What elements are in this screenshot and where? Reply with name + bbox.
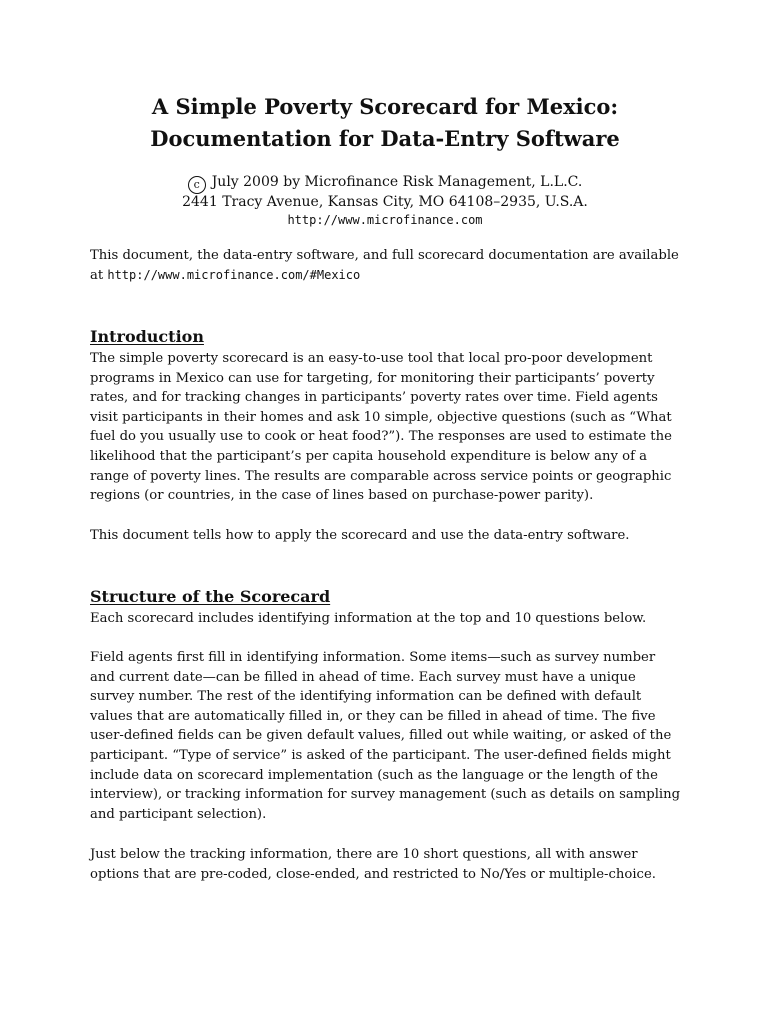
document-title-line-2: Documentation for Data-Entry Software	[150, 126, 620, 151]
structure-para1-line: Each scorecard includes identifying information at the top and 10 questions below.	[90, 611, 647, 626]
availability-prefix: at	[90, 267, 108, 283]
intro-line: range of poverty lines. The results are comparable across service points or geographic	[90, 468, 672, 484]
structure-line: user-defined fields can be given default values, filled out while waiting, or asked of the	[90, 728, 672, 744]
intro-line: fuel do you usually use to cook or heat food?”). The responses are used to estimate the	[90, 429, 672, 445]
document-title-line-1: A Simple Poverty Scorecard for Mexico:	[151, 94, 619, 119]
availability-line-2	[90, 266, 690, 286]
introduction-paragraph-2	[90, 526, 690, 546]
address-line: 2441 Tracy Avenue, Kansas City, MO 64108–2935, U.S.A.	[182, 194, 588, 210]
structure-line: include data on scorecard implementation (such as the language or the length of the	[90, 767, 658, 783]
availability-url-link[interactable]: http://www.microfinance.com/#Mexico	[107, 267, 361, 282]
intro-line: programs in Mexico can use for targeting, for monitoring their participants’ poverty	[90, 370, 655, 386]
copyright-icon: c	[188, 176, 206, 194]
structure-paragraph-2	[90, 648, 690, 824]
introduction-paragraph-1	[90, 349, 690, 506]
structure-paragraph-1	[90, 609, 690, 629]
structure-heading: Structure of the Scorecard	[90, 587, 331, 606]
structure-para3-line: options that are pre-coded, close-ended, and restricted to No/Yes or multiple-choice.	[90, 866, 656, 882]
website-link[interactable]: http://www.microfinance.com	[287, 213, 483, 227]
structure-line: and current date—can be filled in ahead of time. Each survey must have a unique	[90, 669, 636, 685]
intro-line: rates, and for tracking changes in participants’ poverty rates over time. Field agents	[90, 390, 658, 406]
copyright-line	[0, 172, 770, 194]
structure-paragraph-3	[90, 845, 690, 884]
structure-para3-line: Just below the tracking information, there are 10 short questions, all with answer	[90, 847, 638, 862]
intro-line: visit participants in their homes and ask 10 simple, objective questions (such as “What	[90, 409, 672, 425]
availability-line-1: This document, the data-entry software, and full scorecard documentation are available	[90, 248, 679, 263]
intro-line: likelihood that the participant’s per capita household expenditure is below any of a	[90, 448, 648, 464]
intro-para2-line: This document tells how to apply the scorecard and use the data-entry software.	[90, 528, 630, 543]
structure-line: participant. “Type of service” is asked of the participant. The user-defined fields might	[90, 747, 671, 763]
structure-line: values that are automatically filled in, or they can be filled in ahead of time. The five	[90, 708, 656, 724]
availability-paragraph	[90, 246, 690, 285]
structure-line: interview), or tracking information for survey management (such as details on sampling	[90, 787, 681, 803]
copyright-text: July 2009 by Microfinance Risk Management, L.L.C.	[211, 174, 583, 190]
structure-line: survey number. The rest of the identifying information can be defined with default	[90, 689, 642, 705]
structure-line: and participant selection).	[90, 806, 267, 822]
intro-line: The simple poverty scorecard is an easy-to-use tool that local pro-poor development	[90, 351, 653, 366]
introduction-heading: Introduction	[90, 327, 204, 346]
intro-line: regions (or countries, in the case of lines based on purchase-power parity).	[90, 488, 594, 504]
structure-line: Field agents first fill in identifying information. Some items—such as survey number	[90, 650, 656, 665]
